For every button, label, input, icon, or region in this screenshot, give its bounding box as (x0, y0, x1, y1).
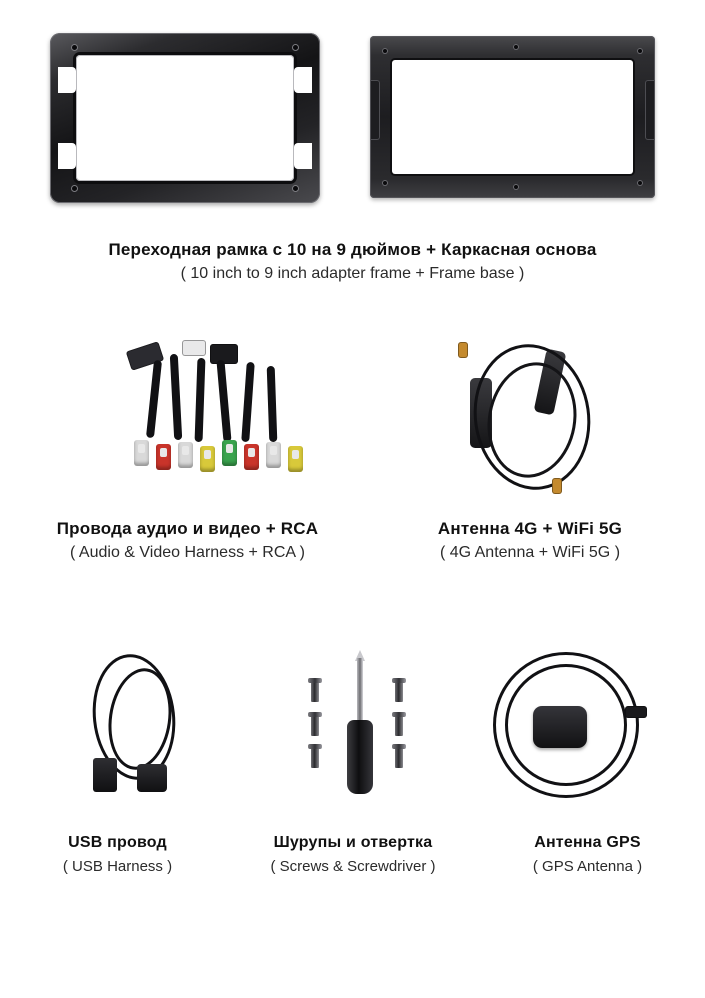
screwdriver-caption-en: ( Screws & Screwdriver ) (270, 858, 436, 875)
adapter-frame-notch (58, 143, 76, 169)
harness-wire (241, 362, 255, 442)
usb-cable-icon (75, 648, 225, 813)
frame-base-hole (637, 48, 643, 54)
frame-base-hole (382, 48, 388, 54)
adapter-frame-window (76, 55, 294, 181)
screwdriver-handle (347, 720, 373, 794)
screw (395, 748, 403, 768)
frame-base-hole (637, 180, 643, 186)
screw (311, 748, 319, 768)
antenna-caption (365, 518, 695, 564)
gps-caption-ru: Антенна GPS (534, 834, 641, 851)
harness-wire (216, 360, 231, 442)
gps-caption (480, 833, 695, 877)
antenna-caption-en: ( 4G Antenna + WiFi 5G ) (439, 544, 621, 562)
screwdriver-icon (285, 648, 435, 813)
section-accessories (0, 638, 705, 948)
antenna-caption-ru: Антенна 4G + WiFi 5G (437, 519, 623, 538)
screwdriver-shaft (357, 658, 363, 724)
screwdriver-caption-ru: Шурупы и отвертка (273, 834, 433, 851)
gps-plug (625, 706, 647, 718)
frame-base-icon (370, 36, 655, 198)
adapter-frame-icon (50, 33, 320, 203)
gps-receiver (533, 706, 587, 748)
adapter-frame-notch (58, 67, 76, 93)
gps-antenna-icon (485, 648, 660, 813)
frame-base-hole (382, 180, 388, 186)
usb-caption-en: ( USB Harness ) (62, 858, 173, 875)
frame-base-tab (370, 80, 380, 140)
frame-base-hole (513, 184, 519, 190)
section-harness-antenna (0, 328, 705, 638)
harness-wire (170, 354, 182, 440)
frames-caption-ru: Переходная рамка с 10 на 9 дюймов + Каркасная основа (108, 240, 597, 259)
usb-caption-ru: USB провод (68, 834, 167, 851)
rca-connector (288, 446, 303, 472)
frame-base-tab (645, 80, 655, 140)
wire-harness-icon (110, 340, 320, 500)
antenna-sma-connector (458, 342, 468, 358)
harness-wire (267, 366, 278, 442)
adapter-frame-notch (294, 67, 312, 93)
rca-connector (178, 442, 193, 468)
rca-connector (222, 440, 237, 466)
screw (395, 682, 403, 702)
frame-base-window (392, 60, 633, 174)
frame-base-hole (513, 44, 519, 50)
harness-wire (195, 358, 206, 442)
usb-socket (137, 764, 167, 792)
harness-connector (182, 340, 206, 356)
adapter-frame-screw-hole (293, 186, 298, 191)
adapter-frame-screw-hole (72, 45, 77, 50)
harness-caption-en: ( Audio & Video Harness + RCA ) (70, 544, 305, 562)
rca-connector (134, 440, 149, 466)
adapter-frame-screw-hole (293, 45, 298, 50)
frames-caption (0, 239, 705, 285)
frames-images (0, 28, 705, 213)
rca-connector (266, 442, 281, 468)
antenna-sma-connector (552, 478, 562, 494)
harness-caption-ru: Провода аудио и видео + RCA (56, 519, 319, 538)
gps-caption-en: ( GPS Antenna ) (532, 858, 643, 875)
rca-connector (200, 446, 215, 472)
usb-caption (10, 833, 225, 877)
screw (395, 716, 403, 736)
section-frames (0, 28, 705, 328)
rca-connector (156, 444, 171, 470)
adapter-frame-notch (294, 143, 312, 169)
screwdriver-caption (222, 833, 484, 877)
product-contents-infographic (0, 28, 705, 998)
antenna-4g-wifi-icon (440, 338, 620, 503)
frames-caption-en: ( 10 inch to 9 inch adapter frame + Frame base ) (180, 265, 525, 283)
screw (311, 682, 319, 702)
adapter-frame-screw-hole (72, 186, 77, 191)
screw (311, 716, 319, 736)
usb-plug (93, 758, 117, 792)
harness-wire (146, 360, 162, 438)
harness-caption (10, 518, 365, 564)
rca-connector (244, 444, 259, 470)
